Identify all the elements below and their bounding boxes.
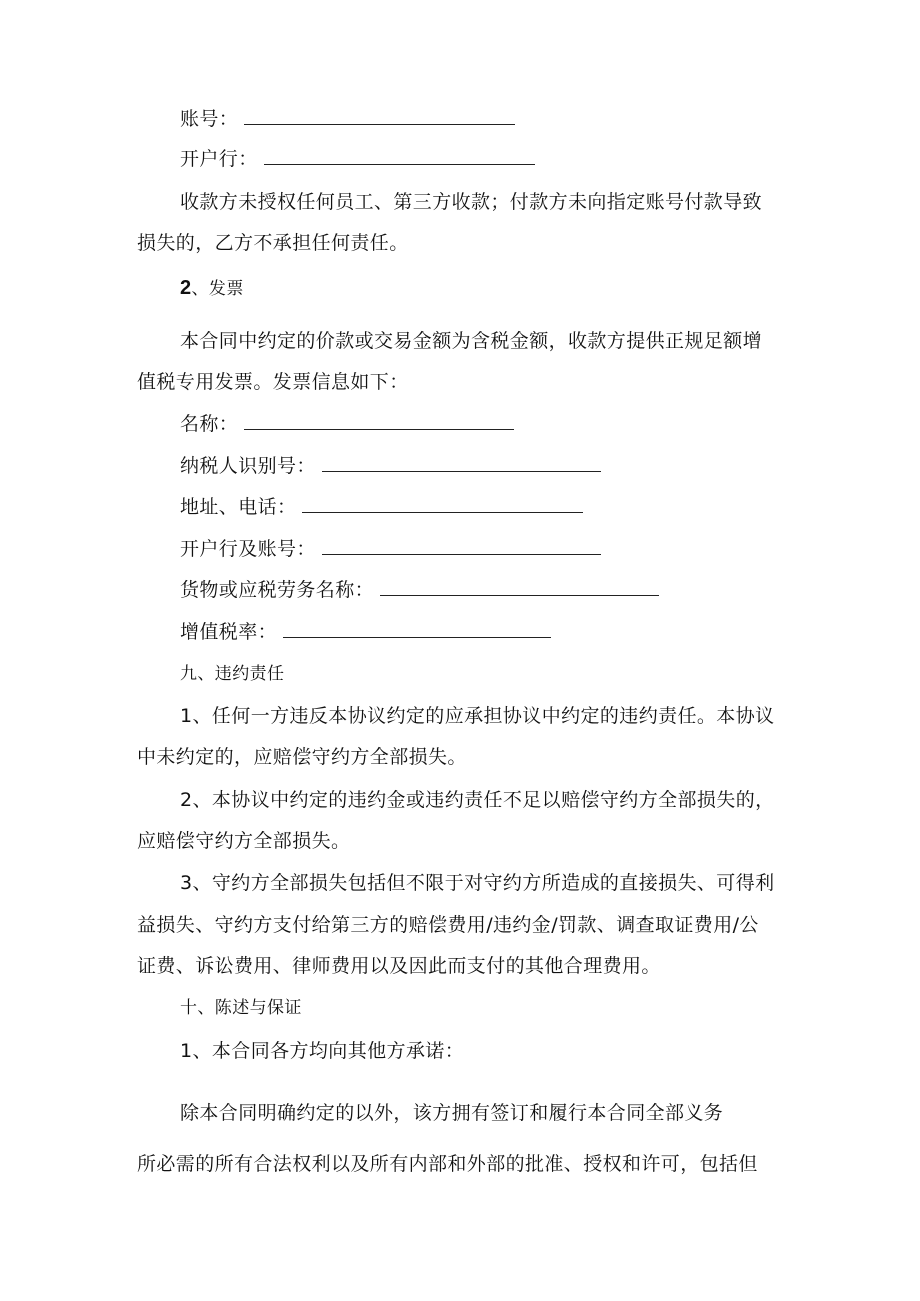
bank-label: 开户行： [180,148,258,170]
address-phone-blank [302,496,583,513]
invoice-name-label: 名称： [180,413,239,435]
bank-account-label: 开户行及账号： [180,538,316,560]
section9-item2-line-1: 2、本协议中约定的违约金或违约责任不足以赔偿守约方全部损失的， [180,789,775,811]
section9-item3-line-1: 3、守约方全部损失包括但不限于对守约方所造成的直接损失、可得利 [180,872,775,894]
bank-account-blank [322,538,601,555]
bank-blank [264,148,535,165]
vat-rate-label: 增值税率： [180,621,278,643]
taxpayer-id-blank [322,455,601,472]
bank-row [180,147,535,171]
section10-para-line-1: 除本合同明确约定的以外，该方拥有签订和履行本合同全部义务 [180,1102,724,1124]
goods-row [180,578,659,602]
notice-line-1: 收款方未授权任何员工、第三方收款；付款方未向指定账号付款导致 [180,191,763,213]
address-phone-label: 地址、电话： [180,496,297,518]
invoice-name-blank [244,413,514,430]
bank-account-row [180,537,601,561]
section9-item3-line-3: 证费、诉讼费用、律师费用以及因此而支付的其他合理费用。 [137,955,661,977]
goods-label: 货物或应税劳务名称： [180,579,375,601]
address-phone-row [180,495,583,519]
taxpayer-id-row [180,454,601,478]
section9-item1-line-1: 1、任何一方违反本协议约定的应承担协议中约定的违约责任。本协议 [180,705,775,727]
vat-rate-blank [283,621,551,638]
section9-heading: 九、违约责任 [180,664,285,684]
invoice-heading [180,276,244,301]
section10-heading: 十、陈述与保证 [180,998,302,1018]
account-row [180,107,515,131]
taxpayer-id-label: 纳税人识别号： [180,455,316,477]
section9-item1-line-2: 中未约定的，应赔偿守约方全部损失。 [137,746,467,768]
account-blank [244,108,515,125]
section10-item1: 1、本合同各方均向其他方承诺： [180,1040,465,1062]
invoice-heading-text: 、发票 [191,279,244,299]
goods-blank [380,579,659,596]
invoice-para-line-1: 本合同中约定的价款或交易金额为含税金额，收款方提供正规足额增 [180,330,763,352]
invoice-heading-num: 2 [180,277,192,299]
notice-line-2: 损失的，乙方不承担任何责任。 [137,232,409,254]
section9-item2-line-2: 应赔偿守约方全部损失。 [137,830,351,852]
invoice-para-line-2: 值税专用发票。发票信息如下： [137,371,409,393]
vat-rate-row [180,620,551,644]
account-label: 账号： [180,108,239,130]
section9-item3-line-2: 益损失、守约方支付给第三方的赔偿费用/违约金/罚款、调查取证费用/公 [137,914,759,936]
invoice-name-row [180,412,514,436]
section10-para-line-2: 所必需的所有合法权利以及所有内部和外部的批准、授权和许可，包括但 [137,1153,758,1175]
